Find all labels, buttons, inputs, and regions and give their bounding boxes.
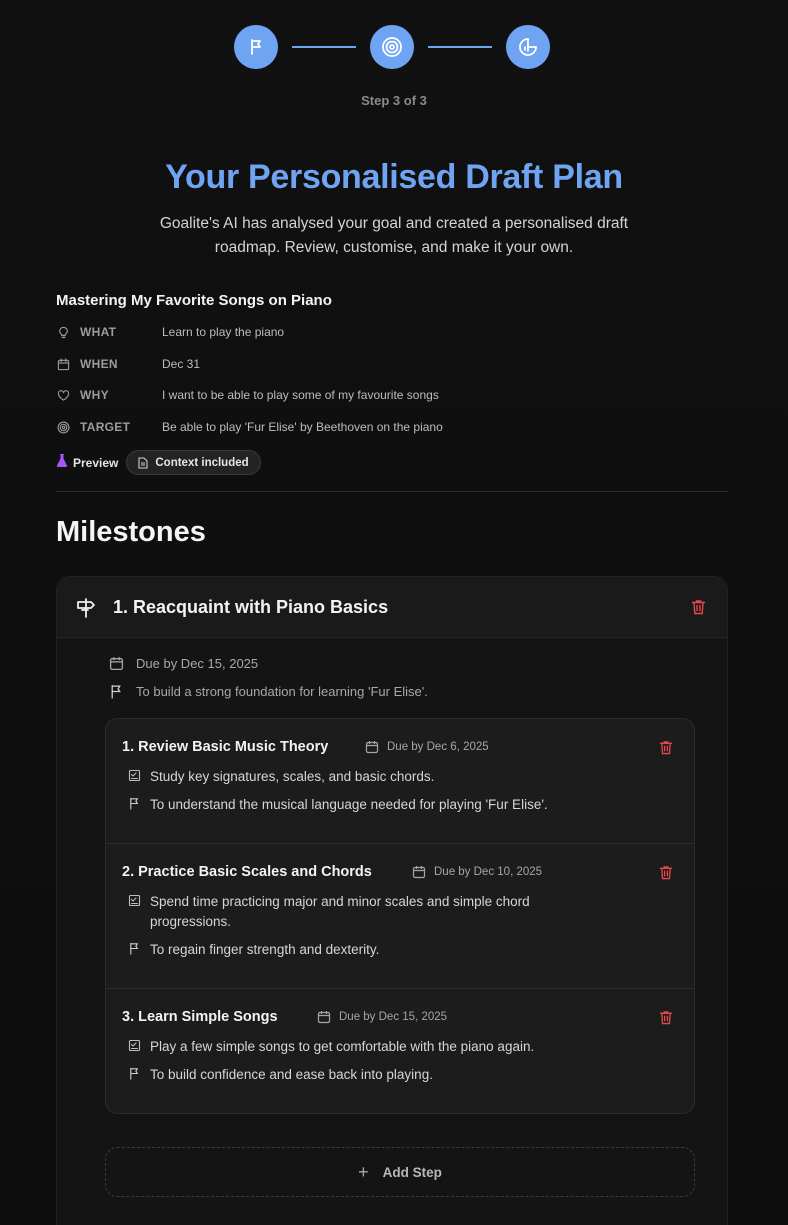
- step-due-text: Due by Dec 10, 2025: [434, 866, 543, 878]
- flag-icon: [128, 942, 141, 955]
- step-item[interactable]: [106, 719, 694, 844]
- page-title: Your Personalised Draft Plan: [165, 158, 623, 196]
- step-due-text: Due by Dec 6, 2025: [387, 741, 489, 753]
- step-1-flag-icon: [234, 25, 278, 69]
- flag-icon: [128, 1067, 141, 1080]
- context-included-label: Context included: [155, 456, 249, 469]
- milestone-header[interactable]: [57, 577, 727, 638]
- trash-icon: [659, 740, 673, 755]
- milestone-card: [56, 576, 728, 1225]
- step-connector: [428, 46, 492, 48]
- delete-milestone-button[interactable]: [691, 599, 706, 615]
- goal-value: Dec 31: [162, 357, 201, 371]
- goal-value: Be able to play 'Fur Elise' by Beethoven on the piano: [162, 420, 443, 434]
- calendar-icon: [365, 740, 379, 754]
- trash-icon: [691, 599, 706, 615]
- goal-row-what: [56, 322, 736, 342]
- step-indicator: Step 3 of 3: [361, 93, 427, 108]
- progress-stepper: [0, 25, 788, 69]
- step-purpose: [128, 940, 570, 960]
- lightbulb-icon: [56, 325, 70, 339]
- goal-value: Learn to play the piano: [162, 325, 285, 339]
- step-task-text: Spend time practicing major and minor scales and simple chord progressions.: [150, 894, 530, 929]
- milestone-purpose: [109, 684, 428, 699]
- step-2-target-icon: [370, 25, 414, 69]
- goal-row-why: [56, 385, 736, 405]
- calendar-icon: [56, 357, 70, 371]
- delete-step-button[interactable]: [659, 1010, 673, 1025]
- step-connector: [292, 46, 356, 48]
- preview-label: Preview: [73, 455, 119, 470]
- calendar-icon: [317, 1010, 331, 1024]
- milestones-heading: Milestones: [56, 516, 206, 548]
- step-title[interactable]: 3. Learn Simple Songs: [122, 1009, 278, 1025]
- step-item[interactable]: [106, 989, 694, 1113]
- checklist-icon: [128, 894, 141, 907]
- step-title[interactable]: 2. Practice Basic Scales and Chords: [122, 864, 372, 880]
- step-purpose-text: To understand the musical language needed for playing 'Fur Elise'.: [150, 797, 548, 812]
- step-purpose: [128, 1065, 570, 1085]
- step-task-text: Play a few simple songs to get comfortable with the piano again.: [150, 1039, 535, 1054]
- goal-key: WHEN: [80, 357, 118, 371]
- section-divider: [56, 491, 728, 492]
- step-due-text: Due by Dec 15, 2025: [339, 1011, 448, 1023]
- add-step-button[interactable]: [105, 1147, 695, 1197]
- goal-value: I want to be able to play some of my favourite songs: [162, 388, 439, 402]
- milestone-purpose-text: To build a strong foundation for learning 'Fur Elise'.: [136, 684, 428, 699]
- goal-key: WHAT: [80, 325, 117, 339]
- milestone-due: [109, 656, 258, 671]
- goal-key: TARGET: [80, 420, 131, 434]
- flask-icon: [56, 454, 68, 472]
- delete-step-button[interactable]: [659, 740, 673, 755]
- heart-icon: [56, 388, 70, 402]
- goal-key: WHY: [80, 388, 109, 402]
- preview-row: [56, 450, 261, 475]
- flag-icon: [109, 684, 124, 699]
- goal-title: Mastering My Favorite Songs on Piano: [56, 292, 332, 309]
- checklist-icon: [128, 1039, 141, 1052]
- step-purpose-text: To regain finger strength and dexterity.: [150, 942, 380, 957]
- delete-step-button[interactable]: [659, 865, 673, 880]
- checklist-icon: [128, 769, 141, 782]
- step-task-text: Study key signatures, scales, and basic chords.: [150, 769, 435, 784]
- flag-icon: [128, 797, 141, 810]
- document-icon: [138, 457, 148, 469]
- context-included-badge[interactable]: [126, 450, 260, 475]
- step-due: [412, 865, 542, 879]
- target-icon: [56, 420, 70, 434]
- signpost-icon: [75, 597, 97, 624]
- step-3-chart-icon: [506, 25, 550, 69]
- step-item[interactable]: [106, 844, 694, 989]
- add-step-label: Add Step: [382, 1164, 442, 1180]
- goal-row-when: [56, 354, 736, 374]
- step-title[interactable]: 1. Review Basic Music Theory: [122, 739, 329, 755]
- step-due: [317, 1010, 447, 1024]
- plus-icon: +: [358, 1161, 369, 1182]
- step-task: [128, 767, 570, 787]
- step-due: [365, 740, 489, 754]
- trash-icon: [659, 865, 673, 880]
- page-subtitle: Goalite's AI has analysed your goal and created a personalised draft roadmap. Review, customise, and make it your own.: [159, 215, 629, 256]
- calendar-icon: [109, 656, 124, 671]
- step-purpose: [128, 795, 570, 815]
- milestone-title[interactable]: 1. Reacquaint with Piano Basics: [113, 597, 389, 617]
- step-task: [128, 1037, 570, 1057]
- step-task: [128, 892, 570, 932]
- step-purpose-text: To build confidence and ease back into playing.: [150, 1067, 433, 1082]
- calendar-icon: [412, 865, 426, 879]
- steps-list: [105, 718, 695, 1114]
- goal-row-target: [56, 417, 736, 437]
- milestone-due-text: Due by Dec 15, 2025: [136, 656, 259, 671]
- trash-icon: [659, 1010, 673, 1025]
